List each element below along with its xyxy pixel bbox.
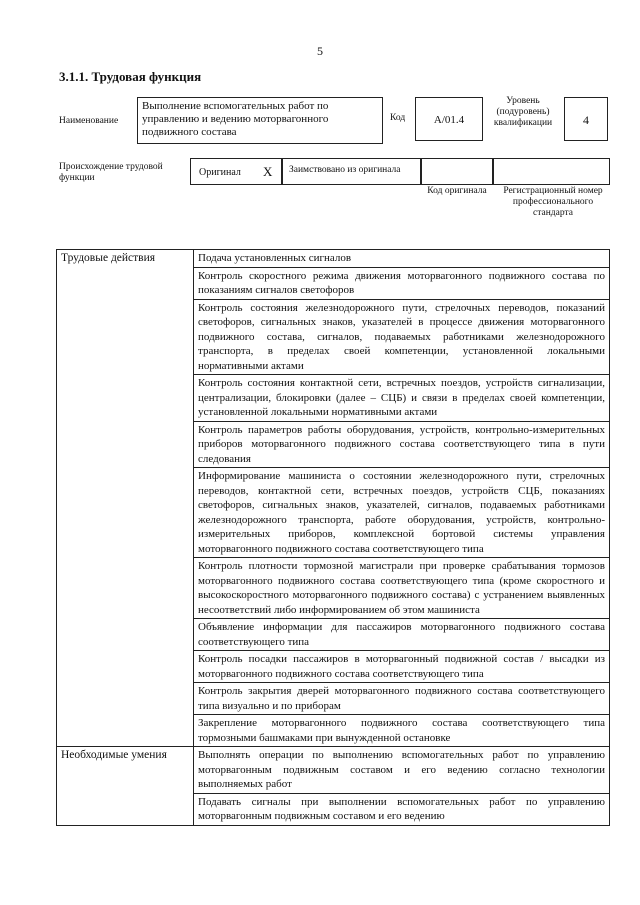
code-value: A/01.4 bbox=[415, 97, 483, 141]
origin-borrowed-cell bbox=[282, 158, 421, 185]
section-title: 3.1.1. Трудовая функция bbox=[59, 69, 202, 84]
labor-action-item: Контроль посадки пассажиров в моторвагонный подвижной состав / высадки из моторвагонного подвижного состава соответствующего типа bbox=[194, 651, 610, 683]
skill-item: Подавать сигналы при выполнении вспомогательных работ по управлению моторвагонным подвижным составом и его ведению bbox=[194, 793, 610, 825]
origin-code-caption: Код оригинала bbox=[427, 186, 487, 196]
code-label: Код bbox=[390, 113, 406, 123]
origin-reg-caption: Регистрационный номер профессионального стандарта bbox=[503, 186, 603, 218]
origin-reg-cell bbox=[493, 158, 610, 185]
level-label: Уровень (подуровень) квалификации bbox=[493, 96, 553, 128]
table-row bbox=[57, 250, 610, 268]
labor-action-item: Контроль параметров работы оборудования, устройств, контрольно-измерительных приборов моторвагонного подвижного состава соответствующего типа в пути следования bbox=[194, 421, 610, 468]
origin-mark: X bbox=[263, 164, 273, 179]
labor-action-item: Контроль плотности тормозной магистрали при проверке срабатывания тормозов моторвагонного подвижного состава соответствующего типа (кроме скоростного и высокоскоростного моторвагонного подвижного состава) с устранением выявленных несоответствий либо информированием об этом машиниста bbox=[194, 558, 610, 619]
labor-action-item: Объявление информации для пассажиров моторвагонного подвижного состава соответствующего типа bbox=[194, 619, 610, 651]
origin-borrowed-label: Заимствовано из оригинала bbox=[289, 165, 401, 175]
labor-action-item: Подача установленных сигналов bbox=[194, 250, 610, 268]
labor-action-item: Информирование машиниста о состоянии железнодорожного пути, стрелочных переводов, контактной сети, встречных поездов, устройств СЦБ, показаниях светофоров, сигнальных знаков, указателей, сигналов, подаваемых работниками железнодорожного транспорта, работе оборудования, устройств, контрольно-измерительных приборов, комплексной бортовой системы управления моторвагонного подвижного состава соответствующего типа bbox=[194, 468, 610, 558]
labor-action-item: Закрепление моторвагонного подвижного состава соответствующего типа тормозными башмаками при вынужденной остановке bbox=[194, 715, 610, 747]
table-row bbox=[57, 747, 610, 794]
skills-label: Необходимые умения bbox=[57, 747, 194, 826]
origin-label: Происхождение трудовой функции bbox=[59, 162, 163, 183]
labor-action-item: Контроль состояния контактной сети, встречных поездов, устройств сигнализации, централизации, блокировки (далее – СЦБ) и связи в пределах своей компетенции, установленной локальными нормативными актами bbox=[194, 375, 610, 422]
level-value: 4 bbox=[564, 97, 608, 141]
labor-action-item: Контроль скоростного режима движения моторвагонного подвижного состава по показаниям сигналов светофоров bbox=[194, 267, 610, 299]
name-value: Выполнение вспомогательных работ по управлению и ведению моторвагонного подвижного состава bbox=[137, 97, 383, 144]
labor-function-table bbox=[56, 249, 610, 826]
labor-actions-label: Трудовые действия bbox=[57, 250, 194, 747]
origin-original-label: Оригинал bbox=[199, 167, 241, 178]
page-number: 5 bbox=[317, 44, 323, 58]
skill-item: Выполнять операции по выполнению вспомогательных работ по управлению моторвагонным подвижным составом и его ведению согласно технологии выполняемых работ bbox=[194, 747, 610, 794]
name-label: Наименование bbox=[59, 116, 119, 126]
labor-action-item: Контроль закрытия дверей моторвагонного подвижного состава соответствующего типа визуально и по приборам bbox=[194, 683, 610, 715]
labor-action-item: Контроль состояния железнодорожного пути, стрелочных переводов, показаний светофоров, сигнальных знаков, указателей в процессе движения моторвагонного подвижного состава, сигналов, подаваемых работниками железнодорожного транспорта, в пределах своей компетенции, установленной локальными нормативными актами bbox=[194, 299, 610, 375]
origin-code-cell bbox=[421, 158, 493, 185]
origin-original-cell bbox=[190, 158, 282, 185]
